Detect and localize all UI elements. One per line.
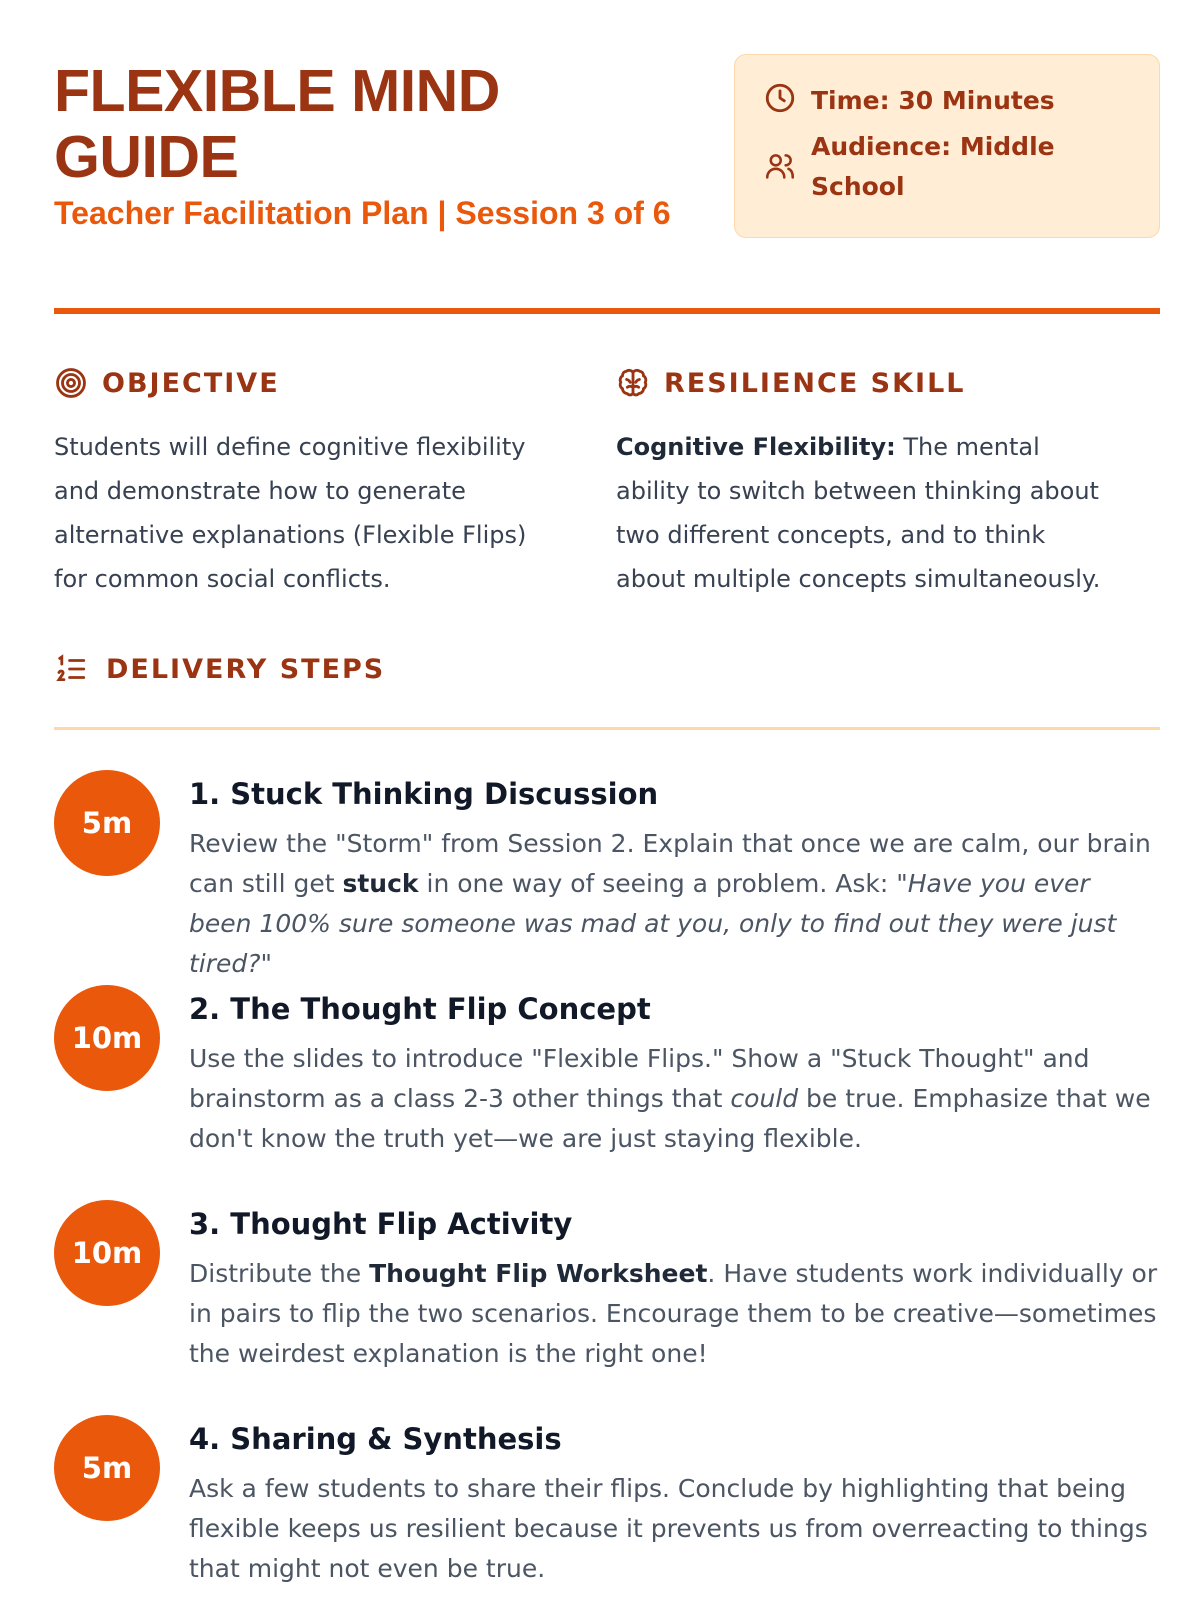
step-description <box>189 824 1160 984</box>
delivery-divider <box>54 727 1160 730</box>
facilitation-plan-page <box>54 0 1160 1600</box>
step-title: 2. The Thought Flip Concept <box>189 992 651 1026</box>
delivery-heading <box>54 652 385 686</box>
audience-row <box>763 127 1131 207</box>
step-description <box>189 1254 1160 1374</box>
step-title: 4. Sharing & Synthesis <box>189 1422 562 1456</box>
objective-heading-text: OBJECTIVE <box>102 367 280 399</box>
skill-definition: The mental ability to switch between thinking about two different concepts, and to think about multiple concepts simultaneously. <box>616 433 1101 593</box>
step-2 <box>54 985 1160 1165</box>
duration-badge: 10m <box>54 985 160 1091</box>
step-desc-emphasis: Thought Flip Worksheet <box>369 1259 708 1288</box>
step-desc-part: Ask a few students to share their flips. Conclude by highlighting that being flexible keeps us resilient because it prevents us from overreacting to things that might not even be true. <box>189 1474 1148 1583</box>
step-desc-quote: "Have you ever been 100% sure someone was mad at you, only to find out they were just tired?" <box>189 869 1117 978</box>
objective-heading <box>54 366 280 400</box>
users-icon <box>763 149 797 183</box>
header <box>54 50 1160 318</box>
numbered-list-icon <box>54 652 88 686</box>
skill-heading <box>616 366 966 400</box>
step-description <box>189 1469 1160 1589</box>
skill-text <box>616 425 1116 601</box>
audience-label: Audience: Middle School <box>811 132 1055 201</box>
step-desc-part: Review the "Storm" from Session 2. Explain that once we are calm, our brain can still get <box>189 829 1151 898</box>
clock-icon <box>763 81 797 115</box>
step-1 <box>54 770 1160 978</box>
objective-text: Students will define cognitive flexibility and demonstrate how to generate alternative explanations (Flexible Flips) for common social conflicts. <box>54 433 527 593</box>
delivery-heading-text: DELIVERY STEPS <box>106 653 386 685</box>
header-divider <box>54 308 1160 314</box>
page-title: FLEXIBLE MIND GUIDE <box>54 58 500 190</box>
step-desc-part: . Have students work individually or in pairs to flip the two scenarios. Encourage them to be creative—sometimes the weirdest explanation is the right one! <box>189 1259 1158 1368</box>
time-row <box>763 81 1131 121</box>
step-desc-emphasis: could <box>730 1084 799 1113</box>
step-desc-part: Use the slides to introduce "Flexible Flips." Show a "Stuck Thought" and brainstorm as a class 2-3 other things that <box>189 1044 1090 1113</box>
step-description <box>189 1039 1160 1159</box>
duration-badge: 5m <box>54 770 160 876</box>
brain-icon <box>616 366 650 400</box>
duration-badge: 10m <box>54 1200 160 1306</box>
step-4 <box>54 1415 1160 1595</box>
skill-heading-text: RESILIENCE SKILL <box>664 367 966 399</box>
target-icon <box>54 366 88 400</box>
step-desc-part: Distribute the <box>189 1259 370 1288</box>
step-desc-part: be true. Emphasize that we don't know the truth yet—we are just staying flexible. <box>189 1084 1151 1153</box>
page-subtitle: Teacher Facilitation Plan | Session 3 of 6 <box>54 195 671 231</box>
step-desc-emphasis: stuck <box>342 869 419 898</box>
skill-term: Cognitive Flexibility: <box>616 433 896 461</box>
step-title: 1. Stuck Thinking Discussion <box>189 777 659 811</box>
step-3 <box>54 1200 1160 1380</box>
session-meta-box <box>734 54 1160 238</box>
step-desc-part: in one way of seeing a problem. Ask: <box>418 869 897 898</box>
duration-badge: 5m <box>54 1415 160 1521</box>
step-title: 3. Thought Flip Activity <box>189 1207 573 1241</box>
time-label: Time: 30 Minutes <box>811 86 1055 115</box>
